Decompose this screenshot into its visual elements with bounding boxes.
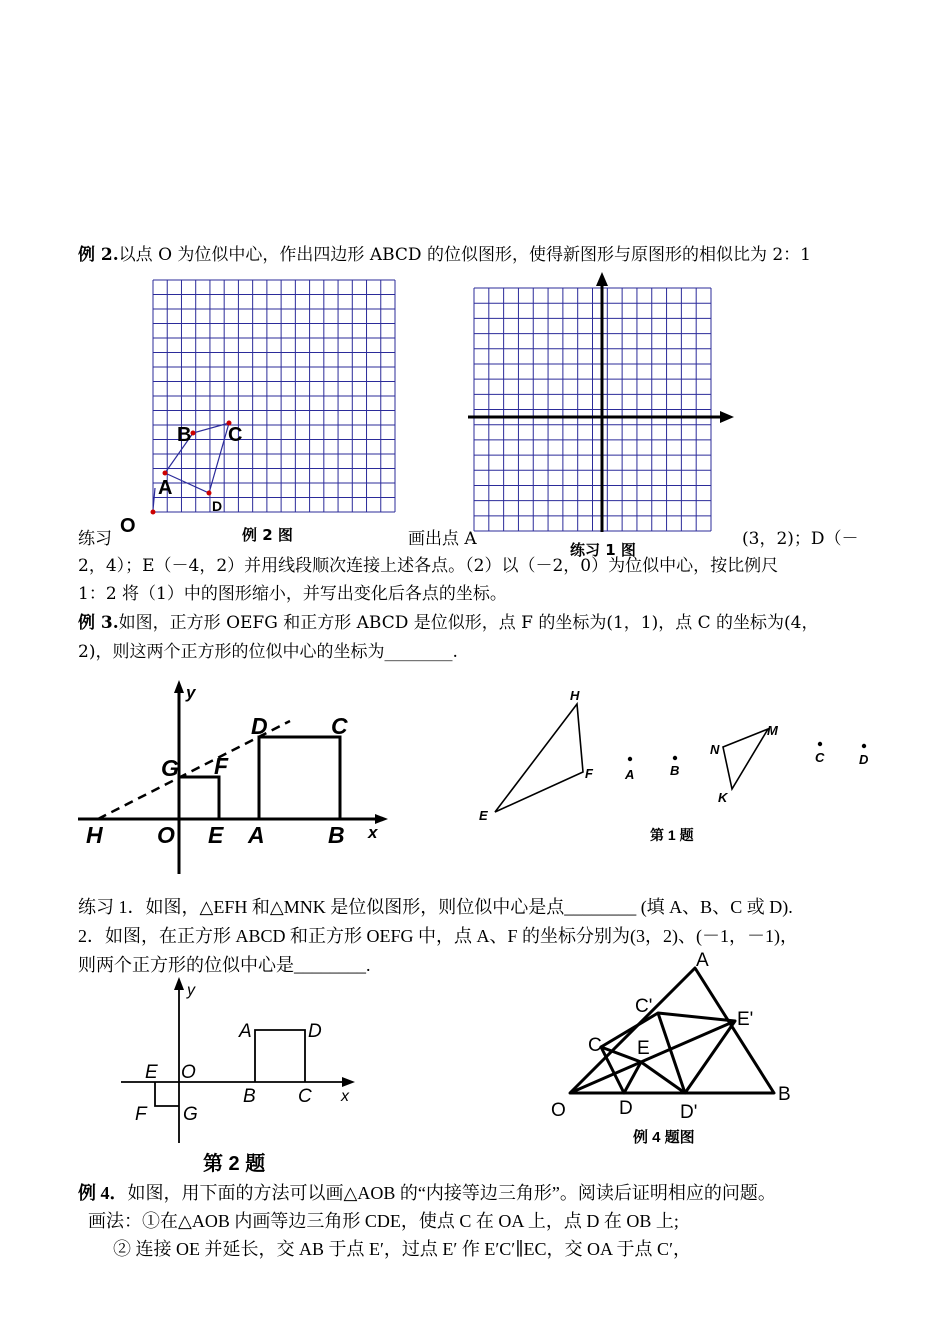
example2-figure-caption: 例 2 图 bbox=[242, 526, 293, 544]
q2-label-g: G bbox=[183, 1104, 198, 1125]
example3-label: 例 3. bbox=[78, 613, 119, 633]
ex3-label-h: H bbox=[86, 822, 103, 848]
practice1-line1-right: (3，2)；D（－ bbox=[742, 529, 859, 549]
ex4-label-a: A bbox=[696, 950, 709, 971]
q1-label-k: K bbox=[718, 790, 728, 805]
q1-triangles-figure bbox=[470, 684, 880, 844]
q2-figure-caption: 第 2 题 bbox=[203, 1153, 266, 1175]
ex3-label-b: B bbox=[328, 822, 345, 848]
ex4-label-o: O bbox=[551, 1100, 566, 1121]
ex4-label-c-prime: C' bbox=[635, 996, 653, 1017]
example4-label: 例 4． bbox=[78, 1183, 128, 1203]
point-label-c: C bbox=[228, 424, 243, 446]
ex4-label-d: D bbox=[619, 1098, 633, 1119]
example2-text: 以点 O 为位似中心，作出四边形 ABCD 的位似图形，使得新图形与原图形的相似比为 2：1 bbox=[118, 245, 811, 265]
q2-label-c: C bbox=[298, 1086, 312, 1107]
example4-step2: ② 连接 OE 并延长，交 AB 于点 E′，过点 E′ 作 E′C′∥EC，交 OA 于点 C′， bbox=[113, 1239, 692, 1259]
ex4-label-d-prime: D' bbox=[680, 1102, 698, 1123]
q2-squares-figure bbox=[115, 975, 365, 1180]
q1-label-c: C bbox=[815, 750, 825, 765]
q2-label-a: A bbox=[239, 1021, 252, 1042]
ex4-label-e: E bbox=[637, 1038, 650, 1059]
ex3-label-y: y bbox=[186, 683, 196, 702]
example3-line2: 2)，则这两个正方形的位似中心的坐标为________. bbox=[78, 642, 458, 662]
example4-step1: 画法：①在△AOB 内画等边三角形 CDE，使点 C 在 OA 上，点 D 在 OB 上; bbox=[88, 1211, 679, 1231]
example3-line1 bbox=[78, 612, 819, 634]
ex3-label-o: O bbox=[157, 822, 175, 848]
example2-statement bbox=[78, 244, 811, 266]
q2-label-x: x bbox=[341, 1088, 349, 1105]
practice1-grid-figure bbox=[462, 270, 742, 535]
q1-label-f: F bbox=[585, 766, 593, 781]
q2-label-o: O bbox=[181, 1062, 196, 1083]
ex3-label-e: E bbox=[208, 822, 224, 848]
example3-squares-figure bbox=[78, 676, 408, 876]
practice1-line3: 1：2 将（1）中的图形缩小，并写出变化后各点的坐标。 bbox=[78, 584, 507, 604]
practice-q1: 练习 1．如图，△EFH 和△MNK 是位似图形，则位似中心是点________ (填 A、B、C 或 D). bbox=[78, 897, 793, 917]
practice-q2-line1: 2．如图，在正方形 ABCD 和正方形 OEFG 中，点 A、F 的坐标分别为(3，2)、(－1，－1)， bbox=[78, 926, 798, 946]
q2-label-d: D bbox=[308, 1021, 322, 1042]
ex4-label-b: B bbox=[778, 1084, 791, 1105]
practice1-line1-mid: 画出点 A bbox=[408, 529, 477, 549]
example4-triangle-figure bbox=[548, 950, 808, 1150]
q1-label-d: D bbox=[859, 752, 869, 767]
example2-label: 例 2. bbox=[78, 245, 119, 265]
q2-label-b: B bbox=[243, 1086, 256, 1107]
point-label-b: B bbox=[177, 424, 192, 446]
practice1-figure-caption: 练习 1 图 bbox=[570, 541, 636, 559]
ex3-label-c: C bbox=[331, 713, 348, 739]
q1-label-h: H bbox=[570, 688, 580, 703]
example4-statement bbox=[78, 1182, 776, 1204]
point-label-a: A bbox=[158, 477, 173, 499]
q2-label-f: F bbox=[135, 1104, 147, 1125]
ex3-label-a: A bbox=[248, 822, 265, 848]
example4-text: 如图，用下面的方法可以画△AOB 的“内接等边三角形”。阅读后证明相应的问题。 bbox=[127, 1183, 776, 1203]
q1-label-a: A bbox=[625, 767, 635, 782]
q2-label-e: E bbox=[145, 1062, 158, 1083]
practice-q2-line2: 则两个正方形的位似中心是________. bbox=[78, 955, 371, 975]
practice1-line2: 2，4）；E（－4，2）并用线段顺次连接上述各点。（2）以（－2，0）为位似中心，按比例尺 bbox=[78, 556, 779, 576]
point-label-o: O bbox=[120, 515, 136, 537]
q2-label-y: y bbox=[187, 982, 195, 999]
point-label-d: D bbox=[212, 498, 223, 514]
ex3-label-g: G bbox=[161, 755, 179, 781]
q1-label-b: B bbox=[670, 763, 680, 778]
practice1-line1 bbox=[78, 528, 112, 550]
ex3-label-x: x bbox=[368, 823, 378, 842]
ex4-label-e-prime: E' bbox=[737, 1009, 754, 1030]
practice1-line1-left: 练习 bbox=[78, 529, 112, 549]
q1-label-e: E bbox=[479, 808, 488, 823]
q1-figure-caption: 第 1 题 bbox=[650, 827, 694, 843]
ex4-figure-caption: 例 4 题图 bbox=[633, 1129, 695, 1146]
example2-grid-figure bbox=[120, 275, 410, 545]
ex4-label-c: C bbox=[588, 1035, 602, 1056]
example3-text: 如图，正方形 OEFG 和正方形 ABCD 是位似形，点 F 的坐标为(1，1)，点 C 的坐标为(4， bbox=[118, 613, 819, 633]
ex3-label-d: D bbox=[251, 713, 268, 739]
ex3-label-f: F bbox=[214, 753, 229, 779]
q1-label-n: N bbox=[710, 742, 720, 757]
q1-label-m: M bbox=[767, 723, 778, 738]
